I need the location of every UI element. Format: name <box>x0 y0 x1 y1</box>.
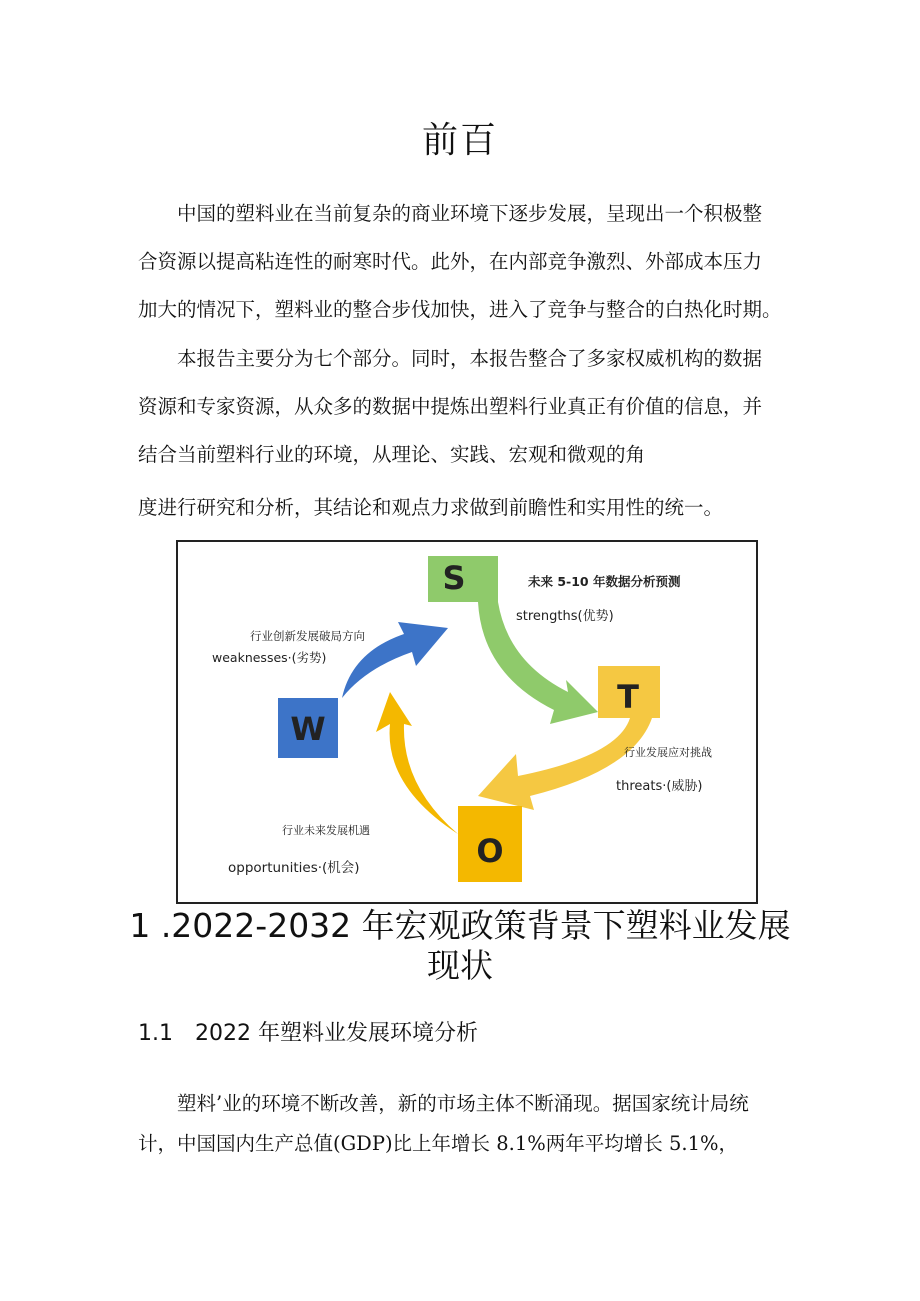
text-line: 中国的塑料业在当前复杂的商业环境下逐步发展，呈现出一个积极整 <box>138 202 763 225</box>
intro-paragraph-1 <box>138 190 798 334</box>
t-to-o-arrow <box>478 718 652 810</box>
w-letter: W <box>290 710 326 748</box>
intro-paragraph-2 <box>138 335 798 479</box>
text-line: 合资源以提高粘连性的耐寒时代。此外，在内部竞争激烈、外部成本压力 <box>138 250 763 273</box>
text-line: 加大的情况下，塑料业的整合步伐加快，进入了竞争与整合的白热化时期。 <box>138 298 782 321</box>
t-label-en: threats·(威胁) <box>616 779 703 794</box>
page-title: 前百 <box>421 120 498 161</box>
s-label-en: strengths(优势) <box>516 609 614 624</box>
o-letter: O <box>476 832 504 870</box>
o-label-cn: 行业未来发展机遇 <box>282 824 370 837</box>
o-label-en: opportunities·(机会) <box>228 860 360 876</box>
text-line: 本报告主要分为七个部分。同时，本报告整合了多家权威机构的数据 <box>138 347 763 370</box>
section-1-1-heading: 1.1 2022 年塑料业发展环境分析 <box>138 1021 478 1046</box>
section-1-heading: 1 .2022-2032 年宏观政策背景下塑料业发展现状 <box>129 906 791 985</box>
w-label-cn: 行业创新发展破局方向 <box>250 629 365 643</box>
o-to-w-arrow <box>376 692 458 852</box>
swot-figure <box>176 540 758 904</box>
t-letter: T <box>617 678 639 716</box>
intro-paragraph-3: 度进行研究和分析，其结论和观点力求做到前瞻性和实用性的统一。 <box>138 496 724 519</box>
section-1-1-paragraph <box>138 1084 798 1164</box>
swot-diagram <box>178 542 756 902</box>
text-line: 结合当前塑料行业的环境，从理论、实践、宏观和微观的角 <box>138 443 646 466</box>
s-label-cn: 未来 5-10 年数据分析预测 <box>528 574 681 589</box>
text-line: 计，中国国内生产总值(GDP)比上年增长 8.1%两年平均增长 5.1%， <box>138 1132 739 1155</box>
text-line: 塑料’业的环境不断改善，新的市场主体不断涌现。据国家统计局统 <box>138 1092 749 1115</box>
text-line: 资源和专家资源，从众多的数据中提炼出塑料行业真正有价值的信息，并 <box>138 395 763 418</box>
s-letter: S <box>442 559 466 597</box>
t-label-cn: 行业发展应对挑战 <box>624 746 712 759</box>
w-label-en: weaknesses·(劣势) <box>212 650 327 665</box>
